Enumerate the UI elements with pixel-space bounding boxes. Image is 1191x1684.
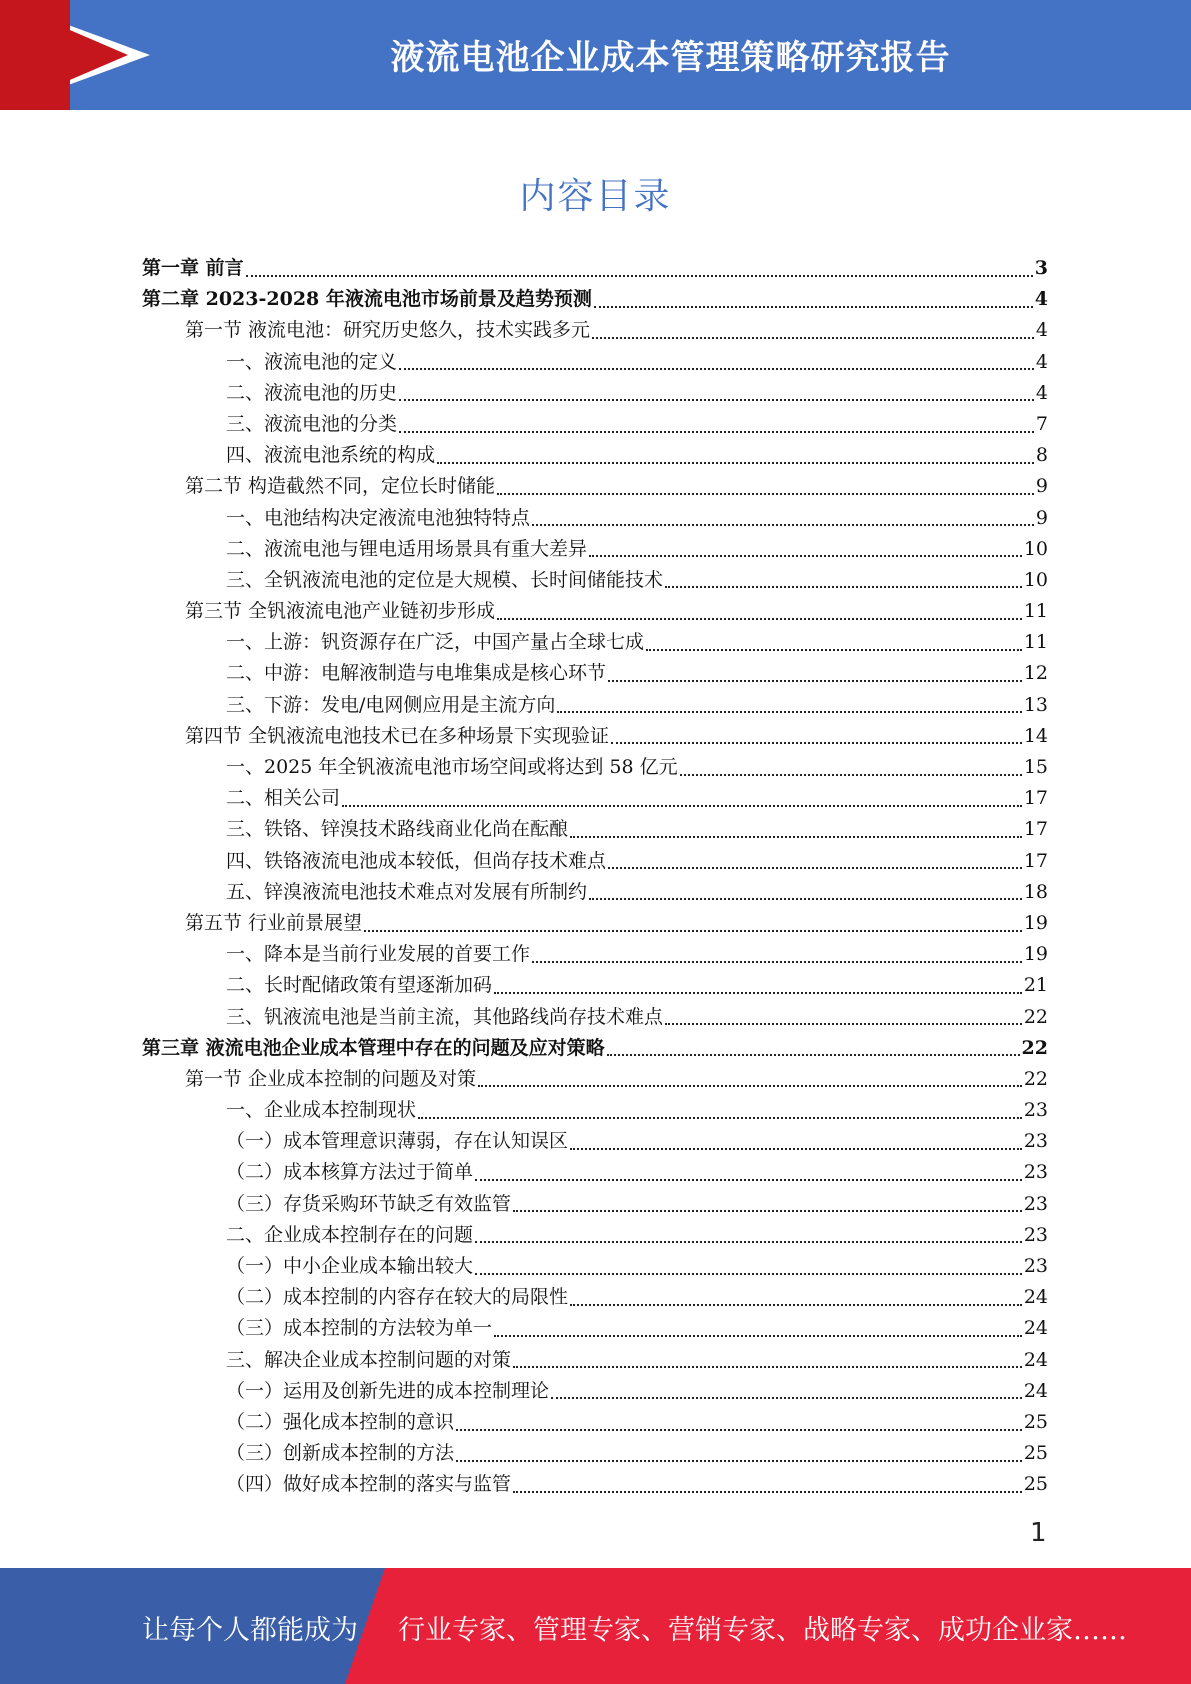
toc-entry[interactable] <box>142 627 1048 658</box>
toc-leader-dots <box>592 337 1034 339</box>
toc-entry-page: 18 <box>1023 880 1048 903</box>
toc-entry-label: 三、全钒液流电池的定位是大规模、长时间储能技术 <box>226 568 664 591</box>
toc-entry-label: 一、降本是当前行业发展的首要工作 <box>226 943 531 966</box>
toc-entry-page: 11 <box>1023 631 1048 654</box>
toc-entry-page: 22 <box>1023 1067 1048 1090</box>
toc-entry[interactable] <box>142 908 1048 939</box>
toc-entry-page: 24 <box>1023 1379 1048 1402</box>
toc-entry-label: 第二节 构造截然不同，定位长时储能 <box>185 475 496 498</box>
toc-entry-page: 4 <box>1034 288 1048 311</box>
toc-entry[interactable] <box>142 1251 1048 1282</box>
toc-leader-dots <box>589 898 1022 900</box>
toc-entry[interactable] <box>142 658 1048 689</box>
toc-entry-label: 一、液流电池的定义 <box>226 350 398 373</box>
toc-entry-page: 22 <box>1021 1036 1048 1059</box>
toc-entry-page: 17 <box>1023 787 1048 810</box>
footer-slogan-right: 行业专家、管理专家、营销专家、战略专家、成功企业家…… <box>398 1615 1127 1646</box>
toc-entry-page: 10 <box>1023 537 1048 560</box>
toc-entry[interactable] <box>142 1189 1048 1220</box>
toc-entry-label: 第三节 全钒液流电池产业链初步形成 <box>185 600 496 623</box>
toc-entry-page: 13 <box>1023 693 1048 716</box>
toc-entry-label: （二）强化成本控制的意识 <box>226 1410 455 1433</box>
toc-leader-dots <box>608 680 1022 682</box>
toc-entry-page: 4 <box>1035 350 1048 373</box>
toc-entry-page: 10 <box>1023 568 1048 591</box>
toc-leader-dots <box>608 867 1022 869</box>
toc-leader-dots <box>589 555 1022 557</box>
toc-entry-page: 14 <box>1023 724 1048 747</box>
toc-leader-dots <box>532 961 1022 963</box>
toc-entry[interactable] <box>142 284 1048 315</box>
toc-entry[interactable] <box>142 877 1048 908</box>
toc-entry-label: 第三章 液流电池企业成本管理中存在的问题及应对策略 <box>142 1036 605 1059</box>
toc-leader-dots <box>665 586 1022 588</box>
toc-leader-dots <box>680 774 1022 776</box>
toc-entry-page: 23 <box>1023 1255 1048 1277</box>
toc-entry-label: 二、企业成本控制存在的问题 <box>226 1223 474 1246</box>
toc-leader-dots <box>551 1397 1022 1399</box>
toc-entry-label: 二、长时配储政策有望逐渐加码 <box>226 974 493 997</box>
toc-entry-label: 第一章 前言 <box>142 257 244 279</box>
toc-entry-page: 21 <box>1023 974 1048 997</box>
toc-entry-page: 4 <box>1035 381 1048 404</box>
toc-leader-dots <box>611 742 1022 744</box>
toc-leader-dots <box>497 493 1034 495</box>
toc-leader-dots <box>513 1210 1022 1212</box>
toc-heading: 内容目录 <box>519 176 672 217</box>
toc-leader-dots <box>513 1491 1022 1493</box>
toc-leader-dots <box>497 618 1022 620</box>
toc-entry[interactable] <box>142 846 1048 877</box>
toc-entry-label: 三、液流电池的分类 <box>226 412 398 435</box>
toc-entry[interactable] <box>142 1438 1048 1469</box>
toc-entry-page: 15 <box>1023 756 1048 778</box>
toc-entry[interactable] <box>142 1282 1048 1313</box>
toc-entry-page: 9 <box>1035 506 1048 529</box>
toc-entry-label: 四、铁铬液流电池成本较低，但尚存技术难点 <box>226 849 607 872</box>
footer-banner <box>0 1568 1191 1684</box>
toc-entry-label: （二）成本核算方法过于简单 <box>226 1161 474 1184</box>
toc-leader-dots <box>364 930 1022 932</box>
toc-entry-label: 第二章 2023-2028 年液流电池市场前景及趋势预测 <box>142 288 592 311</box>
toc-entry[interactable] <box>142 1469 1048 1500</box>
toc-entry-label: 三、铁铬、锌溴技术路线商业化尚在酝酿 <box>226 818 569 841</box>
toc-entry-page: 23 <box>1023 1099 1048 1122</box>
toc-entry[interactable] <box>142 783 1048 814</box>
toc-entry-page: 25 <box>1023 1442 1048 1465</box>
toc-entry-page: 11 <box>1023 600 1048 623</box>
toc-entry[interactable] <box>142 1407 1048 1438</box>
toc-entry[interactable] <box>142 1345 1048 1376</box>
toc-leader-dots <box>475 1241 1022 1243</box>
toc-entry[interactable] <box>142 721 1048 752</box>
toc-entry-page: 17 <box>1023 818 1048 841</box>
toc-entry-label: 第一节 液流电池：研究历史悠久，技术实践多元 <box>185 319 591 342</box>
toc-entry-label: 三、钒液流电池是当前主流，其他路线尚存技术难点 <box>226 1005 664 1028</box>
toc-leader-dots <box>570 1304 1022 1306</box>
toc-leader-dots <box>646 649 1022 651</box>
toc-entry[interactable] <box>142 814 1048 845</box>
toc-entry-label: （一）成本管理意识薄弱，存在认知误区 <box>226 1130 569 1153</box>
toc-entry-label: 一、企业成本控制现状 <box>226 1099 417 1122</box>
toc-entry-page: 23 <box>1023 1161 1048 1184</box>
toc-entry-page: 25 <box>1023 1473 1048 1496</box>
toc-entry-page: 3 <box>1034 257 1048 279</box>
toc-entry[interactable] <box>142 970 1048 1001</box>
toc-entry-label: 三、解决企业成本控制问题的对策 <box>226 1348 512 1371</box>
toc-entry-label: （三）存货采购环节缺乏有效监管 <box>226 1192 512 1215</box>
toc-entry[interactable] <box>142 752 1048 783</box>
toc-entry-page: 23 <box>1023 1223 1048 1246</box>
toc-entry-page: 24 <box>1023 1317 1048 1340</box>
toc-entry-page: 19 <box>1023 911 1048 934</box>
toc-entry-page: 23 <box>1023 1130 1048 1153</box>
toc-entry-page: 23 <box>1023 1192 1048 1215</box>
toc-entry-label: 三、下游：发电/电网侧应用是主流方向 <box>226 693 556 716</box>
toc-entry[interactable] <box>142 503 1048 534</box>
toc-leader-dots <box>456 1460 1022 1462</box>
toc-entry[interactable] <box>142 534 1048 565</box>
toc-entry-label: （三）成本控制的方法较为单一 <box>226 1317 493 1340</box>
toc-entry-page: 19 <box>1023 943 1048 966</box>
toc-leader-dots <box>494 1335 1022 1337</box>
toc-entry-label: （三）创新成本控制的方法 <box>226 1442 455 1465</box>
toc-leader-dots <box>399 399 1034 401</box>
toc-entry[interactable] <box>142 409 1048 440</box>
toc-entry[interactable] <box>142 1126 1048 1157</box>
toc-entry[interactable] <box>142 1033 1048 1064</box>
report-title: 液流电池企业成本管理策略研究报告 <box>390 38 951 78</box>
toc-entry-label: 第五节 行业前景展望 <box>185 911 363 934</box>
toc-entry[interactable] <box>142 253 1048 284</box>
toc-entry-page: 4 <box>1035 319 1048 342</box>
table-of-contents <box>142 253 1048 1501</box>
footer-slogan-left: 让每个人都能成为 <box>142 1615 358 1646</box>
header-banner <box>0 0 1191 110</box>
toc-entry-label: 一、电池结构决定液流电池独特特点 <box>226 506 531 529</box>
toc-leader-dots <box>478 1085 1022 1087</box>
toc-entry-label: 第四节 全钒液流电池技术已在多种场景下实现验证 <box>185 724 610 747</box>
toc-leader-dots <box>532 524 1034 526</box>
toc-entry-label: 二、相关公司 <box>226 787 341 810</box>
toc-leader-dots <box>418 1117 1022 1119</box>
toc-entry[interactable] <box>142 1095 1048 1126</box>
toc-entry[interactable] <box>142 596 1048 627</box>
toc-leader-dots <box>557 711 1021 713</box>
toc-entry-label: 四、液流电池系统的构成 <box>226 444 436 467</box>
toc-entry[interactable] <box>142 347 1048 378</box>
toc-entry-page: 24 <box>1023 1286 1048 1309</box>
toc-entry-page: 17 <box>1023 849 1048 872</box>
toc-leader-dots <box>246 275 1033 277</box>
toc-entry[interactable] <box>142 1064 1048 1095</box>
toc-entry-page: 9 <box>1035 475 1048 498</box>
toc-entry-label: （四）做好成本控制的落实与监管 <box>226 1473 512 1496</box>
toc-leader-dots <box>570 836 1022 838</box>
toc-entry-page: 24 <box>1023 1348 1048 1371</box>
toc-entry-page: 22 <box>1023 1005 1048 1028</box>
toc-entry[interactable] <box>142 1157 1048 1188</box>
toc-entry[interactable] <box>142 440 1048 471</box>
toc-leader-dots <box>594 306 1033 308</box>
toc-entry-page: 12 <box>1023 662 1048 685</box>
toc-leader-dots <box>513 1366 1022 1368</box>
toc-entry[interactable] <box>142 1376 1048 1407</box>
toc-entry-label: （一）中小企业成本输出较大 <box>226 1255 474 1277</box>
toc-leader-dots <box>342 805 1022 807</box>
page-number: 1 <box>1030 1518 1047 1548</box>
toc-entry[interactable] <box>142 378 1048 409</box>
toc-entry[interactable] <box>142 471 1048 502</box>
toc-leader-dots <box>607 1054 1020 1056</box>
toc-entry-label: 五、锌溴液流电池技术难点对发展有所制约 <box>226 880 588 903</box>
toc-entry[interactable] <box>142 315 1048 346</box>
toc-leader-dots <box>475 1179 1022 1181</box>
toc-entry[interactable] <box>142 565 1048 596</box>
toc-entry-label: 二、中游：电解液制造与电堆集成是核心环节 <box>226 662 607 685</box>
toc-entry-label: （一）运用及创新先进的成本控制理论 <box>226 1379 550 1402</box>
toc-leader-dots <box>494 992 1022 994</box>
toc-entry-page: 25 <box>1023 1410 1048 1433</box>
toc-leader-dots <box>399 368 1034 370</box>
toc-leader-dots <box>475 1273 1022 1275</box>
toc-entry[interactable] <box>142 939 1048 970</box>
toc-entry[interactable] <box>142 1313 1048 1344</box>
toc-entry[interactable] <box>142 690 1048 721</box>
toc-entry-page: 8 <box>1035 444 1048 467</box>
toc-entry-label: （二）成本控制的内容存在较大的局限性 <box>226 1286 569 1309</box>
toc-entry-page: 7 <box>1035 412 1048 435</box>
toc-entry[interactable] <box>142 1002 1048 1033</box>
toc-leader-dots <box>665 1023 1022 1025</box>
toc-leader-dots <box>570 1148 1022 1150</box>
toc-entry-label: 第一节 企业成本控制的问题及对策 <box>185 1067 477 1090</box>
toc-leader-dots <box>437 462 1034 464</box>
toc-entry[interactable] <box>142 1220 1048 1251</box>
toc-leader-dots <box>456 1429 1022 1431</box>
toc-entry-label: 二、液流电池的历史 <box>226 381 398 404</box>
toc-entry-label: 一、上游：钒资源存在广泛，中国产量占全球七成 <box>226 631 645 654</box>
toc-entry-label: 二、液流电池与锂电适用场景具有重大差异 <box>226 537 588 560</box>
toc-entry-label: 一、2025 年全钒液流电池市场空间或将达到 58 亿元 <box>226 756 678 778</box>
toc-leader-dots <box>399 431 1034 433</box>
